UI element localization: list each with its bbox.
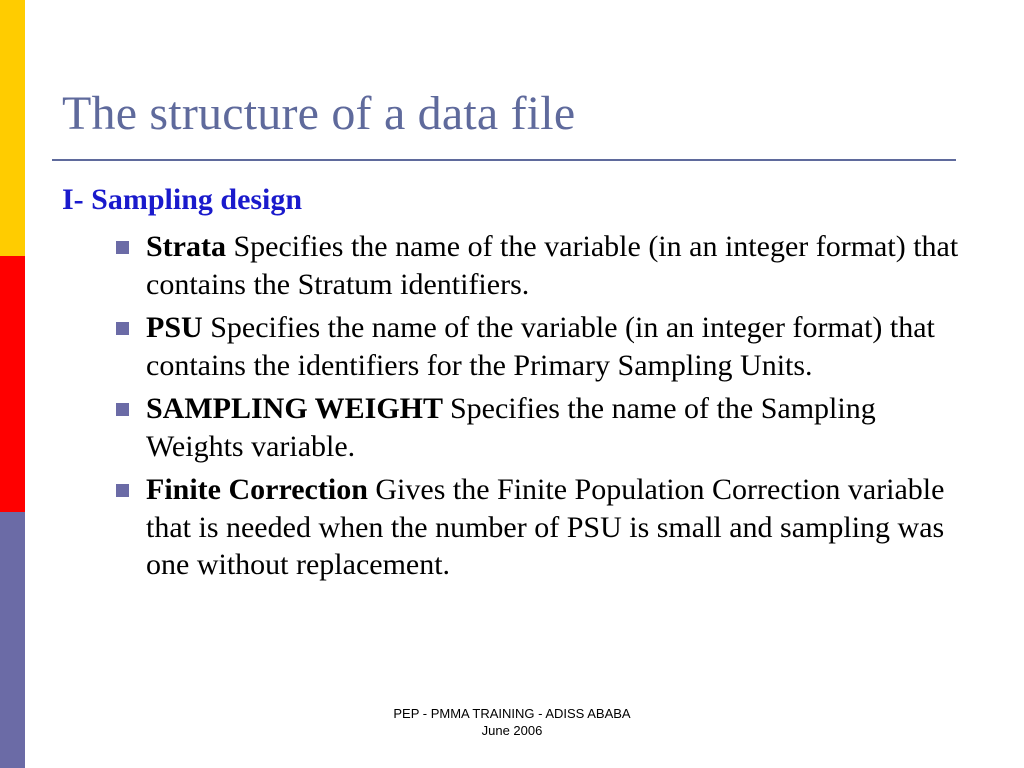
side-bar-red bbox=[0, 256, 25, 512]
slide-title: The structure of a data file bbox=[62, 87, 576, 140]
side-bar-yellow bbox=[0, 0, 25, 256]
bullet-term: Finite Correction bbox=[146, 473, 376, 506]
square-bullet-icon bbox=[116, 241, 129, 254]
bullet-term: Strata bbox=[146, 230, 234, 263]
bullet-description: Gives the Finite Population Correction variable that is needed when the number of PSU is small and sampling was one without replacement. bbox=[146, 473, 945, 581]
slide-footer bbox=[312, 705, 712, 739]
section-heading: I- Sampling design bbox=[62, 183, 303, 216]
side-bar-blue bbox=[0, 512, 25, 768]
bullet-item-psu bbox=[116, 309, 966, 384]
title-divider bbox=[52, 159, 956, 161]
bullet-item-sampling-weight bbox=[116, 390, 966, 465]
square-bullet-icon bbox=[116, 322, 129, 335]
bullet-term: SAMPLING WEIGHT bbox=[146, 392, 450, 425]
bullet-item-finite-correction bbox=[116, 471, 966, 584]
bullet-list bbox=[116, 228, 966, 590]
footer-line-2: June 2006 bbox=[481, 723, 543, 738]
bullet-term: PSU bbox=[146, 311, 211, 344]
square-bullet-icon bbox=[116, 403, 129, 416]
bullet-description: Specifies the name of the variable (in an integer format) that contains the Stratum identifiers. bbox=[146, 230, 959, 301]
bullet-description: Specifies the name of the variable (in an integer format) that contains the identifiers for the Primary Sampling Units. bbox=[146, 311, 935, 382]
footer-line-1: PEP - PMMA TRAINING - ADISS ABABA bbox=[393, 706, 631, 721]
bullet-description: Specifies the name of the Sampling Weights variable. bbox=[146, 392, 876, 463]
square-bullet-icon bbox=[116, 484, 129, 497]
bullet-item-strata bbox=[116, 228, 966, 303]
